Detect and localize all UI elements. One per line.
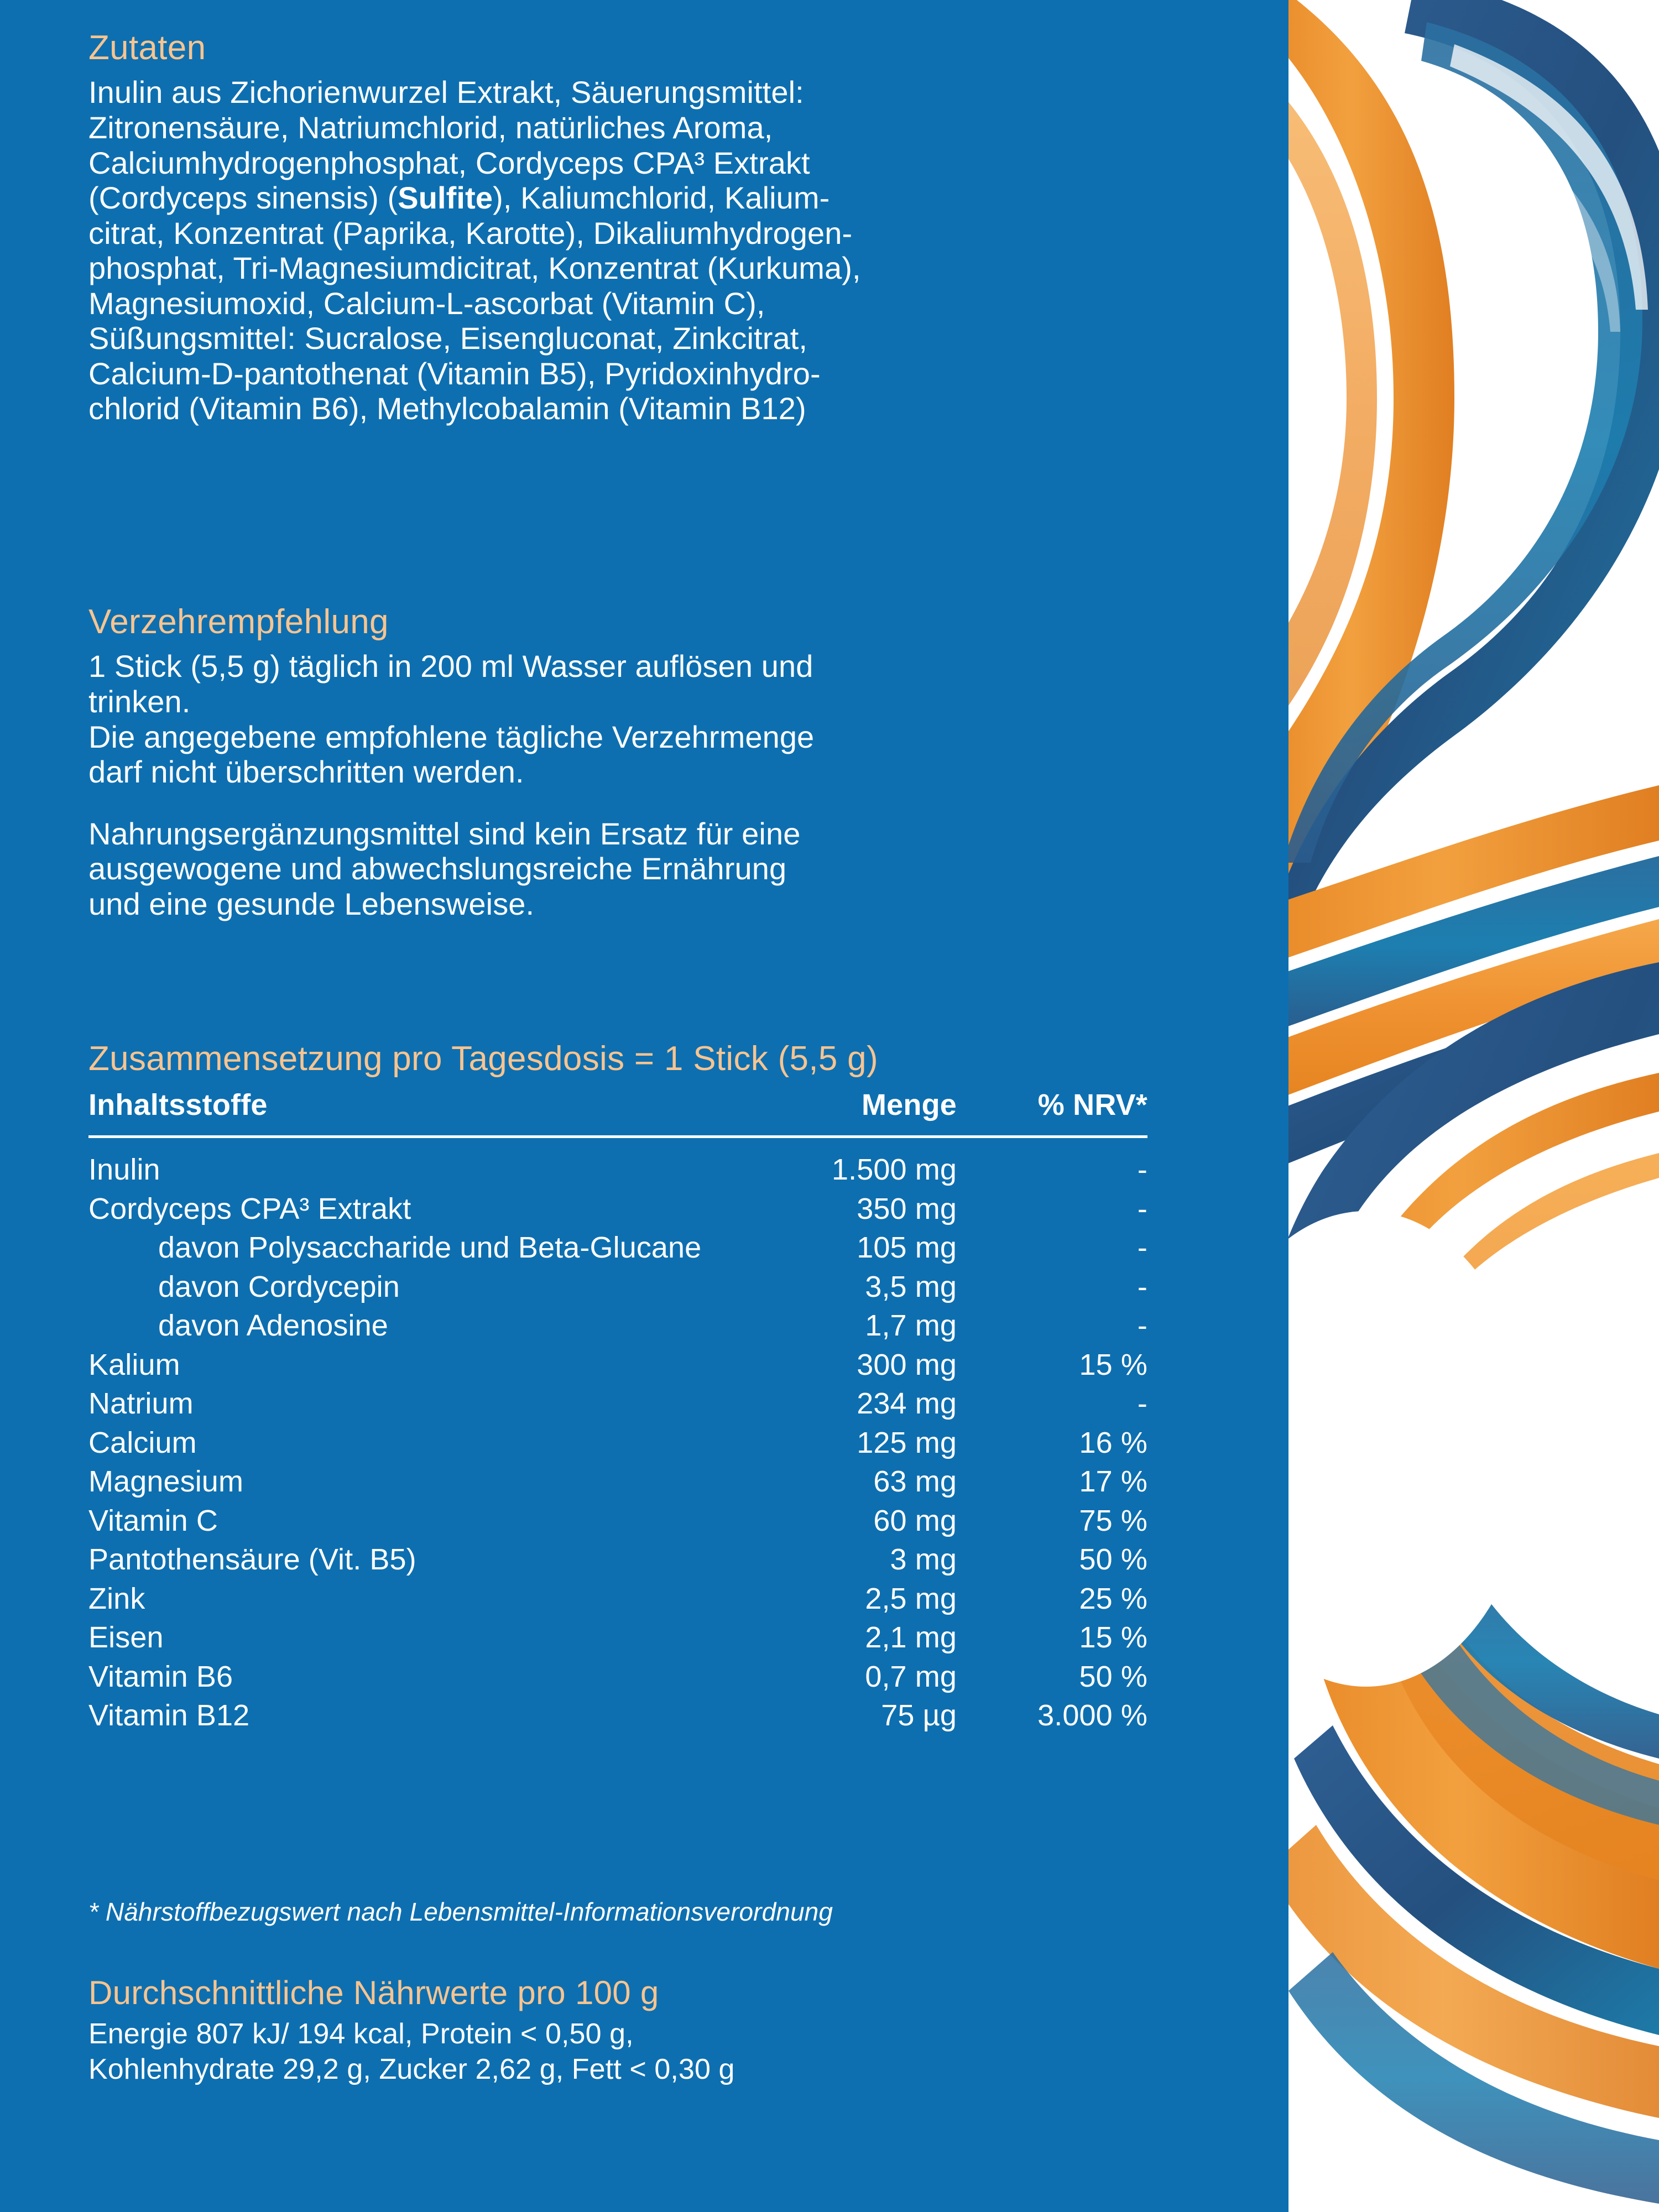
consumption-heading: Verzehrempfehlung (88, 603, 389, 641)
row-ingredient-name: Calcium (88, 1426, 197, 1459)
row-amount: 234 mg (857, 1387, 957, 1421)
row-amount: 75 µg (881, 1699, 957, 1732)
row-amount: 3,5 mg (865, 1270, 957, 1303)
row-ingredient-name: davon Adenosine (158, 1309, 388, 1343)
row-ingredient-name: Vitamin B6 (88, 1660, 233, 1693)
column-header-nrv: % NRV* (1037, 1088, 1147, 1122)
row-nrv: 3.000 % (1037, 1699, 1147, 1732)
consumption-p1-line-2: trinken. (88, 684, 191, 719)
table-row (88, 1657, 1147, 1696)
row-ingredient-name: Cordyceps CPA³ Extrakt (88, 1192, 411, 1225)
consumption-p1-line-4: darf nicht überschritten werden. (88, 754, 524, 790)
table-row (88, 1423, 1147, 1462)
composition-heading: Zusammensetzung pro Tagesdosis = 1 Stick (5,5 g) (88, 1040, 878, 1078)
header-divider (88, 1135, 1147, 1138)
table-row (88, 1384, 1147, 1423)
allergen-sulfite: Sulfite (398, 180, 493, 216)
row-amount: 125 mg (857, 1426, 957, 1459)
row-ingredient-name: Vitamin B12 (88, 1699, 250, 1732)
row-nrv: 15 % (1079, 1621, 1147, 1655)
table-row (88, 1696, 1147, 1735)
row-amount: 350 mg (857, 1192, 957, 1225)
row-nrv: - (1137, 1387, 1147, 1421)
swirl-svg (1288, 0, 1659, 2212)
row-nrv: - (1137, 1270, 1147, 1303)
row-ingredient-name: Eisen (88, 1621, 164, 1655)
ingredients-line-6: phosphat, Tri-Magnesiumdicitrat, Konzentrat (Kurkuma), (88, 251, 861, 286)
row-nrv: 50 % (1079, 1543, 1147, 1577)
table-row (88, 1139, 1147, 1189)
row-ingredient-name: davon Cordycepin (158, 1270, 400, 1303)
row-amount: 300 mg (857, 1348, 957, 1381)
average-nutrition-body (88, 2017, 1139, 2087)
consumption-p2-line-1: Nahrungsergänzungsmittel sind kein Ersatz für eine (88, 816, 801, 851)
nrv-footnote: * Nährstoffbezugswert nach Lebensmittel-Informationsverordnung (88, 1897, 833, 1926)
row-ingredient-name: Zink (88, 1582, 145, 1615)
ingredients-body (88, 75, 1095, 426)
row-nrv: 16 % (1079, 1426, 1147, 1459)
text-column (88, 0, 1194, 2212)
consumption-paragraph-1 (88, 649, 1095, 789)
row-amount: 105 mg (857, 1231, 957, 1265)
ingredients-line-1: Inulin aus Zichorienwurzel Extrakt, Säuerungsmittel: (88, 75, 804, 110)
row-nrv: 75 % (1079, 1504, 1147, 1537)
row-amount: 3 mg (890, 1543, 957, 1577)
consumption-p2-line-2: ausgewogene und abwechslungsreiche Ernährung (88, 851, 787, 886)
ingredients-line-5: citrat, Konzentrat (Paprika, Karotte), Dikaliumhydrogen- (88, 215, 853, 251)
table-row (88, 1190, 1147, 1228)
column-header-amount: Menge (861, 1088, 957, 1122)
consumption-section (88, 603, 1095, 921)
row-nrv: 25 % (1079, 1582, 1147, 1615)
nutrition-header-rule-cell (88, 1134, 1147, 1139)
row-nrv: 50 % (1079, 1660, 1147, 1693)
row-nrv: 17 % (1079, 1465, 1147, 1499)
table-row (88, 1501, 1147, 1540)
average-nutrition-heading: Durchschnittliche Nährwerte pro 100 g (88, 1974, 659, 2011)
table-row (88, 1540, 1147, 1579)
row-nrv: 15 % (1079, 1348, 1147, 1381)
ingredients-line-4a: (Cordyceps sinensis) ( (88, 180, 398, 216)
nutrition-table (88, 1088, 1147, 1735)
table-row (88, 1345, 1147, 1384)
column-header-ingredient: Inhaltsstoffe (88, 1088, 268, 1122)
row-nrv: - (1137, 1309, 1147, 1343)
average-nutrition-line-1: Energie 807 kJ/ 194 kcal, Protein < 0,50 g, (88, 2018, 634, 2051)
row-ingredient-name: Kalium (88, 1348, 180, 1381)
table-row (88, 1579, 1147, 1618)
row-ingredient-name: Magnesium (88, 1465, 244, 1499)
ingredients-line-3: Calciumhydrogenphosphat, Cordyceps CPA³ Extrakt (88, 145, 810, 180)
nutrition-header-rule-row (88, 1134, 1147, 1139)
table-row (88, 1462, 1147, 1501)
row-ingredient-name: Pantothensäure (Vit. B5) (88, 1543, 416, 1577)
ingredients-line-7: Magnesiumoxid, Calcium-L-ascorbat (Vitamin C), (88, 285, 765, 321)
row-ingredient-name: Inulin (88, 1153, 160, 1187)
ingredients-line-2: Zitronensäure, Natriumchlorid, natürliches Aroma, (88, 109, 773, 145)
row-ingredient-name: davon Polysaccharide und Beta-Glucane (158, 1231, 702, 1265)
row-amount: 2,1 mg (865, 1621, 957, 1655)
average-nutrition-line-2: Kohlenhydrate 29,2 g, Zucker 2,62 g, Fett < 0,30 g (88, 2053, 735, 2085)
consumption-p1-line-3: Die angegebene empfohlene tägliche Verzehrmenge (88, 719, 815, 754)
ingredients-line-8: Süßungsmittel: Sucralose, Eisengluconat, Zinkcitrat, (88, 321, 808, 356)
row-ingredient-name: Vitamin C (88, 1504, 218, 1537)
table-row (88, 1228, 1147, 1267)
row-nrv: - (1137, 1192, 1147, 1225)
consumption-p1-line-1: 1 Stick (5,5 g) täglich in 200 ml Wasser auflösen und (88, 649, 813, 684)
row-ingredient-name: Natrium (88, 1387, 194, 1421)
row-amount: 0,7 mg (865, 1660, 957, 1693)
row-amount: 63 mg (873, 1465, 957, 1499)
ingredients-line-4c: ), Kaliumchlorid, Kalium- (493, 180, 830, 216)
table-row (88, 1306, 1147, 1345)
nutrition-header-row (88, 1088, 1147, 1134)
ingredients-section (88, 29, 1095, 426)
ingredients-line-10: chlorid (Vitamin B6), Methylcobalamin (Vitamin B12) (88, 391, 806, 426)
row-nrv: - (1137, 1231, 1147, 1265)
average-nutrition-section (88, 1974, 1139, 2087)
row-amount: 1.500 mg (832, 1153, 957, 1187)
ingredients-heading: Zutaten (88, 29, 206, 67)
row-amount: 2,5 mg (865, 1582, 957, 1615)
consumption-p2-line-3: und eine gesunde Lebensweise. (88, 886, 535, 921)
nutrition-table-head (88, 1088, 1147, 1139)
consumption-paragraph-2 (88, 816, 1095, 922)
table-row (88, 1267, 1147, 1306)
composition-section (88, 1040, 1150, 1735)
table-row (88, 1618, 1147, 1657)
brushstroke-swirl-graphic (1288, 0, 1659, 2212)
row-nrv: - (1137, 1153, 1147, 1187)
row-amount: 1,7 mg (865, 1309, 957, 1343)
row-amount: 60 mg (873, 1504, 957, 1537)
ingredients-line-9: Calcium-D-pantothenat (Vitamin B5), Pyridoxinhydro- (88, 356, 821, 391)
nutrition-table-body (88, 1139, 1147, 1735)
